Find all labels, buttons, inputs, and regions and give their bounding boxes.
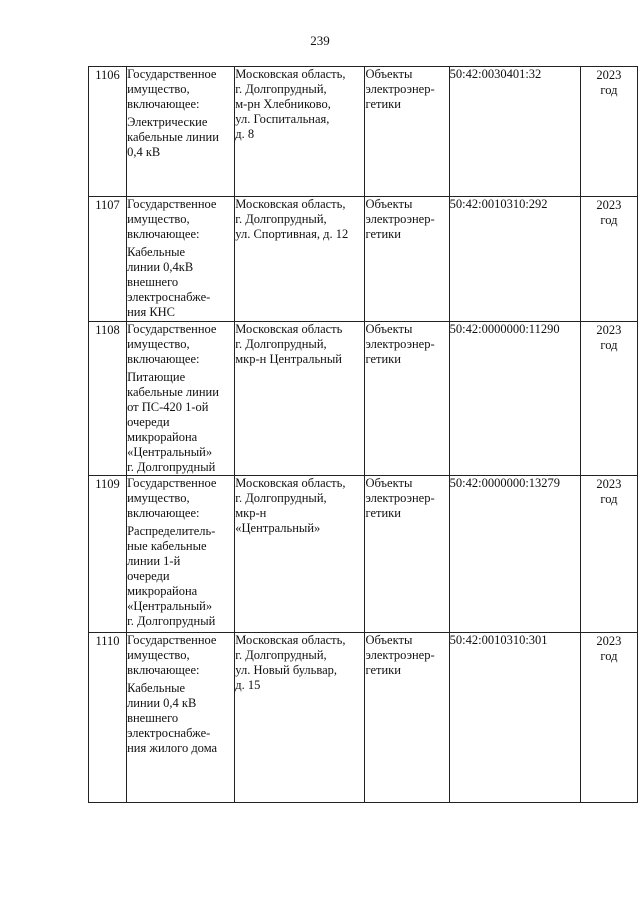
header-line: Государственное [127, 476, 217, 490]
description-line: электроснабже- [127, 290, 211, 304]
description-line: г. Долгопрудный [127, 460, 216, 474]
header-line: имущество, [127, 648, 190, 662]
description-line: от ПС-420 1-ой [127, 400, 209, 414]
description-line: очереди [127, 415, 170, 429]
object-type-line: гетики [365, 97, 401, 111]
address-cell [235, 476, 365, 633]
header-line: имущество, [127, 212, 190, 226]
object-type-line: гетики [365, 352, 401, 366]
description-line: «Центральный» [127, 445, 213, 459]
property-group-header [127, 197, 234, 245]
year-line: год [600, 649, 618, 663]
description-line: Распределитель- [127, 524, 216, 538]
table-row [89, 67, 638, 197]
address-line: мкр-н [235, 506, 267, 520]
address-line: г. Долгопрудный, [235, 491, 327, 505]
year-cell [580, 67, 637, 197]
object-type-cell [365, 322, 449, 476]
object-type-line: электроэнер- [365, 648, 435, 662]
address-cell [235, 197, 365, 322]
year-line: год [600, 83, 618, 97]
address-line: м-рн Хлебниково, [235, 97, 331, 111]
address-line: д. 15 [235, 678, 261, 692]
description-line: кабельные линии [127, 385, 219, 399]
year-line: 2023 [596, 634, 622, 648]
header-line: имущество, [127, 337, 190, 351]
registry-table-body [89, 67, 638, 803]
address-cell [235, 67, 365, 197]
property-name-cell [127, 633, 235, 803]
description-line: ния жилого дома [127, 741, 218, 755]
row-number: 1109 [89, 476, 127, 633]
address-cell [235, 322, 365, 476]
address-line: д. 8 [235, 127, 255, 141]
property-description [127, 524, 234, 629]
description-line: 0,4 кВ [127, 145, 161, 159]
description-line: линии 1-й [127, 554, 181, 568]
header-line: Государственное [127, 197, 217, 211]
object-type-line: гетики [365, 663, 401, 677]
property-name-cell [127, 67, 235, 197]
address-line: ул. Госпитальная, [235, 112, 330, 126]
table-row [89, 197, 638, 322]
header-line: включающее: [127, 506, 200, 520]
year-line: 2023 [596, 68, 622, 82]
cadastral-number: 50:42:0010310:292 [449, 197, 580, 322]
header-line: имущество, [127, 491, 190, 505]
year-line: год [600, 213, 618, 227]
address-line: г. Долгопрудный, [235, 212, 327, 226]
year-line: год [600, 492, 618, 506]
description-line: линии 0,4кВ [127, 260, 194, 274]
header-line: Государственное [127, 633, 217, 647]
year-cell [580, 322, 637, 476]
description-line: внешнего [127, 711, 179, 725]
year-cell [580, 633, 637, 803]
row-number: 1110 [89, 633, 127, 803]
cadastral-number: 50:42:0000000:13279 [449, 476, 580, 633]
header-line: имущество, [127, 82, 190, 96]
year-line: 2023 [596, 198, 622, 212]
property-name-cell [127, 476, 235, 633]
page-number: 239 [310, 33, 330, 48]
year-cell [580, 197, 637, 322]
year-cell [580, 476, 637, 633]
property-name-cell [127, 197, 235, 322]
description-line: Кабельные [127, 681, 186, 695]
address-line: Московская область [235, 322, 343, 336]
object-type-line: электроэнер- [365, 212, 435, 226]
row-number: 1106 [89, 67, 127, 197]
address-line: Московская область, [235, 633, 346, 647]
property-registry-table [88, 66, 638, 803]
description-line: электроснабже- [127, 726, 211, 740]
description-line: микрорайона [127, 430, 198, 444]
header-line: включающее: [127, 663, 200, 677]
address-line: ул. Новый бульвар, [235, 663, 338, 677]
object-type-cell [365, 197, 449, 322]
year-line: 2023 [596, 323, 622, 337]
description-line: Кабельные [127, 245, 186, 259]
property-group-header [127, 633, 234, 681]
property-group-header [127, 67, 234, 115]
table-row [89, 476, 638, 633]
object-type-cell [365, 633, 449, 803]
table-row [89, 322, 638, 476]
header-line: Государственное [127, 322, 217, 336]
cadastral-number: 50:42:0030401:32 [449, 67, 580, 197]
address-line: г. Долгопрудный, [235, 648, 327, 662]
property-description [127, 115, 234, 160]
table-row [89, 633, 638, 803]
property-description [127, 245, 234, 320]
property-group-header [127, 322, 234, 370]
row-number: 1108 [89, 322, 127, 476]
description-line: г. Долгопрудный [127, 614, 216, 628]
cadastral-number: 50:42:0010310:301 [449, 633, 580, 803]
address-line: г. Долгопрудный, [235, 337, 327, 351]
property-group-header [127, 476, 234, 524]
description-line: Питающие [127, 370, 186, 384]
address-line: мкр-н Центральный [235, 352, 342, 366]
year-line: год [600, 338, 618, 352]
object-type-cell [365, 67, 449, 197]
object-type-line: Объекты [365, 476, 413, 490]
object-type-line: гетики [365, 506, 401, 520]
object-type-cell [365, 476, 449, 633]
header-line: включающее: [127, 352, 200, 366]
object-type-line: Объекты [365, 633, 413, 647]
property-description [127, 370, 234, 475]
address-line: Московская область, [235, 476, 346, 490]
property-description [127, 681, 234, 756]
year-line: 2023 [596, 477, 622, 491]
description-line: ния КНС [127, 305, 176, 319]
address-line: ул. Спортивная, д. 12 [235, 227, 349, 241]
object-type-line: Объекты [365, 197, 413, 211]
address-line: Московская область, [235, 67, 346, 81]
object-type-line: электроэнер- [365, 337, 435, 351]
description-line: линии 0,4 кВ [127, 696, 197, 710]
description-line: Электрические [127, 115, 208, 129]
description-line: «Центральный» [127, 599, 213, 613]
header-line: Государственное [127, 67, 217, 81]
address-line: г. Долгопрудный, [235, 82, 327, 96]
object-type-line: электроэнер- [365, 82, 435, 96]
address-cell [235, 633, 365, 803]
object-type-line: гетики [365, 227, 401, 241]
description-line: микрорайона [127, 584, 198, 598]
row-number: 1107 [89, 197, 127, 322]
description-line: ные кабельные [127, 539, 207, 553]
header-line: включающее: [127, 227, 200, 241]
object-type-line: электроэнер- [365, 491, 435, 505]
description-line: кабельные линии [127, 130, 219, 144]
property-name-cell [127, 322, 235, 476]
address-line: «Центральный» [235, 521, 321, 535]
description-line: внешнего [127, 275, 179, 289]
header-line: включающее: [127, 97, 200, 111]
description-line: очереди [127, 569, 170, 583]
object-type-line: Объекты [365, 67, 413, 81]
cadastral-number: 50:42:0000000:11290 [449, 322, 580, 476]
address-line: Московская область, [235, 197, 346, 211]
object-type-line: Объекты [365, 322, 413, 336]
